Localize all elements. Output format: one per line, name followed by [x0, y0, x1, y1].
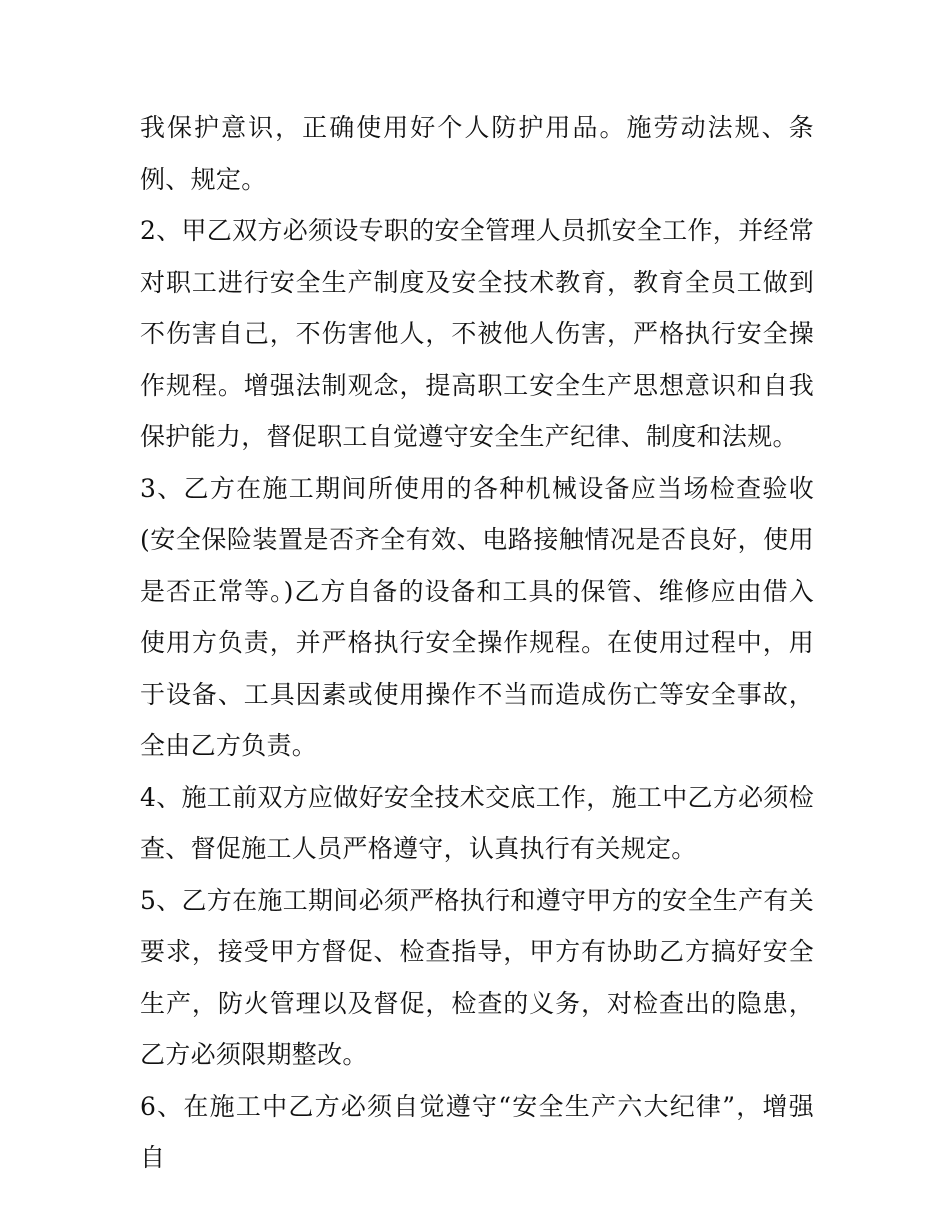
paragraph-item-6: 6、在施工中乙方必须自觉遵守“安全生产六大纪律”，增强自 [140, 1091, 814, 1172]
paragraph-item-5: 5、乙方在施工期间必须严格执行和遵守甲方的安全生产有关要求，接受甲方督促、检查指导，甲方有协助乙方搞好安全生产，防火管理以及督促，检查的义务，对检查出的隐患，乙方必须限期整改。 [140, 885, 815, 1069]
document-body [140, 102, 814, 1184]
paragraph-continuation: 我保护意识，正确使用好个人防护用品。施劳动法规、条例、规定。 [140, 113, 814, 194]
paragraph-item-4: 4、施工前双方应做好安全技术交底工作，施工中乙方必须检查、督促施工人员严格遵守，认真执行有关规定。 [140, 782, 815, 863]
paragraph-item-2: 2、甲乙双方必须设专职的安全管理人员抓安全工作，并经常对职工进行安全生产制度及安全技术教育，教育全员工做到不伤害自己，不伤害他人，不被他人伤害，严格执行安全操作规程。增强法制观念，提高职工安全生产思想意识和自我保护能力，督促职工自觉遵守安全生产纪律、制度和法规。 [140, 216, 815, 451]
paragraph-item-3: 3、乙方在施工期间所使用的各种机械设备应当场检查验收(安全保险装置是否齐全有效、电路接触情况是否良好，使用是否正常等。)乙方自备的设备和工具的保管、维修应由借入使用方负责，并严格执行安全操作规程。在使用过程中，用于设备、工具因素或使用操作不当而造成伤亡等安全事故，全由乙方负责。 [140, 473, 814, 760]
